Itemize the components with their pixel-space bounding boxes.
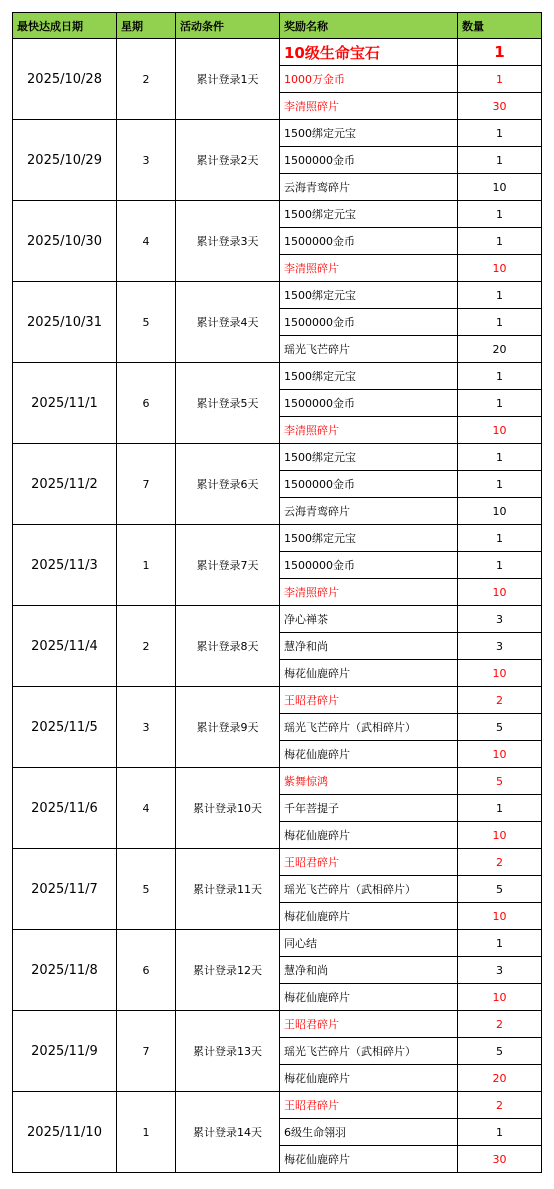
reward-qty-cell: 1	[458, 444, 542, 471]
reward-name-cell: 王昭君碎片	[280, 849, 458, 876]
table-row	[13, 201, 542, 228]
reward-qty-cell: 2	[458, 849, 542, 876]
weekday-cell: 6	[117, 363, 176, 444]
date-cell: 2025/11/8	[13, 930, 117, 1011]
table-row	[13, 39, 542, 66]
reward-qty-cell: 1	[458, 120, 542, 147]
weekday-cell: 4	[117, 201, 176, 282]
reward-qty-cell: 20	[458, 1065, 542, 1092]
reward-name-cell: 梅花仙鹿碎片	[280, 903, 458, 930]
reward-table	[12, 12, 542, 1173]
table-row	[13, 363, 542, 390]
reward-qty-cell: 1	[458, 228, 542, 255]
reward-qty-cell: 20	[458, 336, 542, 363]
condition-cell: 累计登录9天	[176, 687, 280, 768]
weekday-cell: 4	[117, 768, 176, 849]
reward-name-cell: 云海青鸾碎片	[280, 174, 458, 201]
reward-name-cell: 同心结	[280, 930, 458, 957]
reward-qty-cell: 10	[458, 903, 542, 930]
date-cell: 2025/10/29	[13, 120, 117, 201]
date-cell: 2025/10/28	[13, 39, 117, 120]
weekday-cell: 7	[117, 1011, 176, 1092]
table-body	[13, 39, 542, 1173]
reward-qty-cell: 1	[458, 930, 542, 957]
table-row	[13, 606, 542, 633]
reward-qty-cell: 1	[458, 471, 542, 498]
reward-qty-cell: 1	[458, 39, 542, 66]
weekday-cell: 5	[117, 849, 176, 930]
reward-qty-cell: 30	[458, 1146, 542, 1173]
date-cell: 2025/11/4	[13, 606, 117, 687]
weekday-cell: 1	[117, 525, 176, 606]
reward-qty-cell: 10	[458, 822, 542, 849]
reward-qty-cell: 10	[458, 984, 542, 1011]
reward-qty-cell: 2	[458, 687, 542, 714]
reward-name-cell: 1500000金币	[280, 228, 458, 255]
reward-name-cell: 1500绑定元宝	[280, 363, 458, 390]
reward-qty-cell: 1	[458, 147, 542, 174]
reward-name-cell: 王昭君碎片	[280, 1011, 458, 1038]
condition-cell: 累计登录3天	[176, 201, 280, 282]
weekday-cell: 1	[117, 1092, 176, 1173]
reward-qty-cell: 1	[458, 795, 542, 822]
date-cell: 2025/10/30	[13, 201, 117, 282]
table-row	[13, 768, 542, 795]
reward-qty-cell: 1	[458, 201, 542, 228]
reward-name-cell: 1500绑定元宝	[280, 201, 458, 228]
table-row	[13, 282, 542, 309]
reward-name-cell: 紫舞惊鸿	[280, 768, 458, 795]
reward-name-cell: 李清照碎片	[280, 255, 458, 282]
reward-name-cell: 1500绑定元宝	[280, 525, 458, 552]
table-row	[13, 444, 542, 471]
weekday-cell: 2	[117, 606, 176, 687]
weekday-cell: 3	[117, 120, 176, 201]
reward-qty-cell: 1	[458, 282, 542, 309]
reward-name-cell: 梅花仙鹿碎片	[280, 822, 458, 849]
reward-name-cell: 梅花仙鹿碎片	[280, 660, 458, 687]
reward-name-cell: 1500000金币	[280, 390, 458, 417]
weekday-cell: 7	[117, 444, 176, 525]
weekday-cell: 3	[117, 687, 176, 768]
weekday-cell: 2	[117, 39, 176, 120]
condition-cell: 累计登录2天	[176, 120, 280, 201]
condition-cell: 累计登录10天	[176, 768, 280, 849]
reward-name-cell: 瑶光飞芒碎片（武相碎片）	[280, 876, 458, 903]
reward-qty-cell: 1	[458, 390, 542, 417]
reward-qty-cell: 5	[458, 1038, 542, 1065]
reward-qty-cell: 3	[458, 957, 542, 984]
condition-cell: 累计登录12天	[176, 930, 280, 1011]
reward-qty-cell: 5	[458, 876, 542, 903]
reward-name-cell: 李清照碎片	[280, 579, 458, 606]
condition-cell: 累计登录7天	[176, 525, 280, 606]
table-row	[13, 849, 542, 876]
reward-qty-cell: 1	[458, 525, 542, 552]
condition-cell: 累计登录5天	[176, 363, 280, 444]
reward-name-cell: 王昭君碎片	[280, 1092, 458, 1119]
reward-name-cell: 净心禅茶	[280, 606, 458, 633]
reward-qty-cell: 10	[458, 660, 542, 687]
header-qty: 数量	[458, 13, 542, 39]
table-row	[13, 930, 542, 957]
reward-name-cell: 梅花仙鹿碎片	[280, 984, 458, 1011]
reward-name-cell: 1000万金币	[280, 66, 458, 93]
table-row	[13, 120, 542, 147]
reward-name-cell: 1500绑定元宝	[280, 282, 458, 309]
reward-name-cell: 6级生命翎羽	[280, 1119, 458, 1146]
reward-name-cell: 李清照碎片	[280, 417, 458, 444]
reward-qty-cell: 1	[458, 363, 542, 390]
reward-qty-cell: 3	[458, 633, 542, 660]
condition-cell: 累计登录6天	[176, 444, 280, 525]
reward-name-cell: 瑶光飞芒碎片（武相碎片）	[280, 714, 458, 741]
reward-name-cell: 1500000金币	[280, 552, 458, 579]
table-row	[13, 525, 542, 552]
condition-cell: 累计登录1天	[176, 39, 280, 120]
condition-cell: 累计登录11天	[176, 849, 280, 930]
date-cell: 2025/10/31	[13, 282, 117, 363]
reward-qty-cell: 1	[458, 552, 542, 579]
condition-cell: 累计登录4天	[176, 282, 280, 363]
reward-name-cell: 王昭君碎片	[280, 687, 458, 714]
condition-cell: 累计登录13天	[176, 1011, 280, 1092]
reward-name-cell: 千年菩提子	[280, 795, 458, 822]
date-cell: 2025/11/2	[13, 444, 117, 525]
reward-qty-cell: 10	[458, 579, 542, 606]
date-cell: 2025/11/1	[13, 363, 117, 444]
reward-name-cell: 瑶光飞芒碎片	[280, 336, 458, 363]
reward-name-cell: 1500000金币	[280, 147, 458, 174]
header-weekday: 星期	[117, 13, 176, 39]
table-row	[13, 1011, 542, 1038]
reward-qty-cell: 30	[458, 93, 542, 120]
reward-name-cell: 1500000金币	[280, 309, 458, 336]
reward-qty-cell: 10	[458, 174, 542, 201]
reward-name-cell: 1500000金币	[280, 471, 458, 498]
weekday-cell: 6	[117, 930, 176, 1011]
reward-name-cell: 云海青鸾碎片	[280, 498, 458, 525]
reward-name-cell: 梅花仙鹿碎片	[280, 1065, 458, 1092]
condition-cell: 累计登录14天	[176, 1092, 280, 1173]
reward-qty-cell: 5	[458, 714, 542, 741]
header-reward: 奖励名称	[280, 13, 458, 39]
reward-qty-cell: 10	[458, 741, 542, 768]
reward-name-cell: 1500绑定元宝	[280, 444, 458, 471]
reward-qty-cell: 2	[458, 1011, 542, 1038]
reward-name-cell: 瑶光飞芒碎片（武相碎片）	[280, 1038, 458, 1065]
reward-qty-cell: 1	[458, 309, 542, 336]
reward-name-cell: 1500绑定元宝	[280, 120, 458, 147]
date-cell: 2025/11/10	[13, 1092, 117, 1173]
weekday-cell: 5	[117, 282, 176, 363]
date-cell: 2025/11/7	[13, 849, 117, 930]
reward-name-cell: 李清照碎片	[280, 93, 458, 120]
reward-qty-cell: 10	[458, 498, 542, 525]
condition-cell: 累计登录8天	[176, 606, 280, 687]
date-cell: 2025/11/3	[13, 525, 117, 606]
reward-qty-cell: 3	[458, 606, 542, 633]
date-cell: 2025/11/5	[13, 687, 117, 768]
reward-name-cell: 梅花仙鹿碎片	[280, 1146, 458, 1173]
reward-name-cell: 梅花仙鹿碎片	[280, 741, 458, 768]
reward-name-cell: 10级生命宝石	[280, 39, 458, 66]
reward-qty-cell: 10	[458, 255, 542, 282]
header-condition: 活动条件	[176, 13, 280, 39]
table-row	[13, 1092, 542, 1119]
date-cell: 2025/11/9	[13, 1011, 117, 1092]
reward-qty-cell: 1	[458, 66, 542, 93]
header-date: 最快达成日期	[13, 13, 117, 39]
reward-qty-cell: 2	[458, 1092, 542, 1119]
reward-name-cell: 慧净和尚	[280, 957, 458, 984]
date-cell: 2025/11/6	[13, 768, 117, 849]
reward-qty-cell: 10	[458, 417, 542, 444]
reward-name-cell: 慧净和尚	[280, 633, 458, 660]
reward-qty-cell: 5	[458, 768, 542, 795]
reward-qty-cell: 1	[458, 1119, 542, 1146]
header-row	[13, 13, 542, 39]
table-row	[13, 687, 542, 714]
